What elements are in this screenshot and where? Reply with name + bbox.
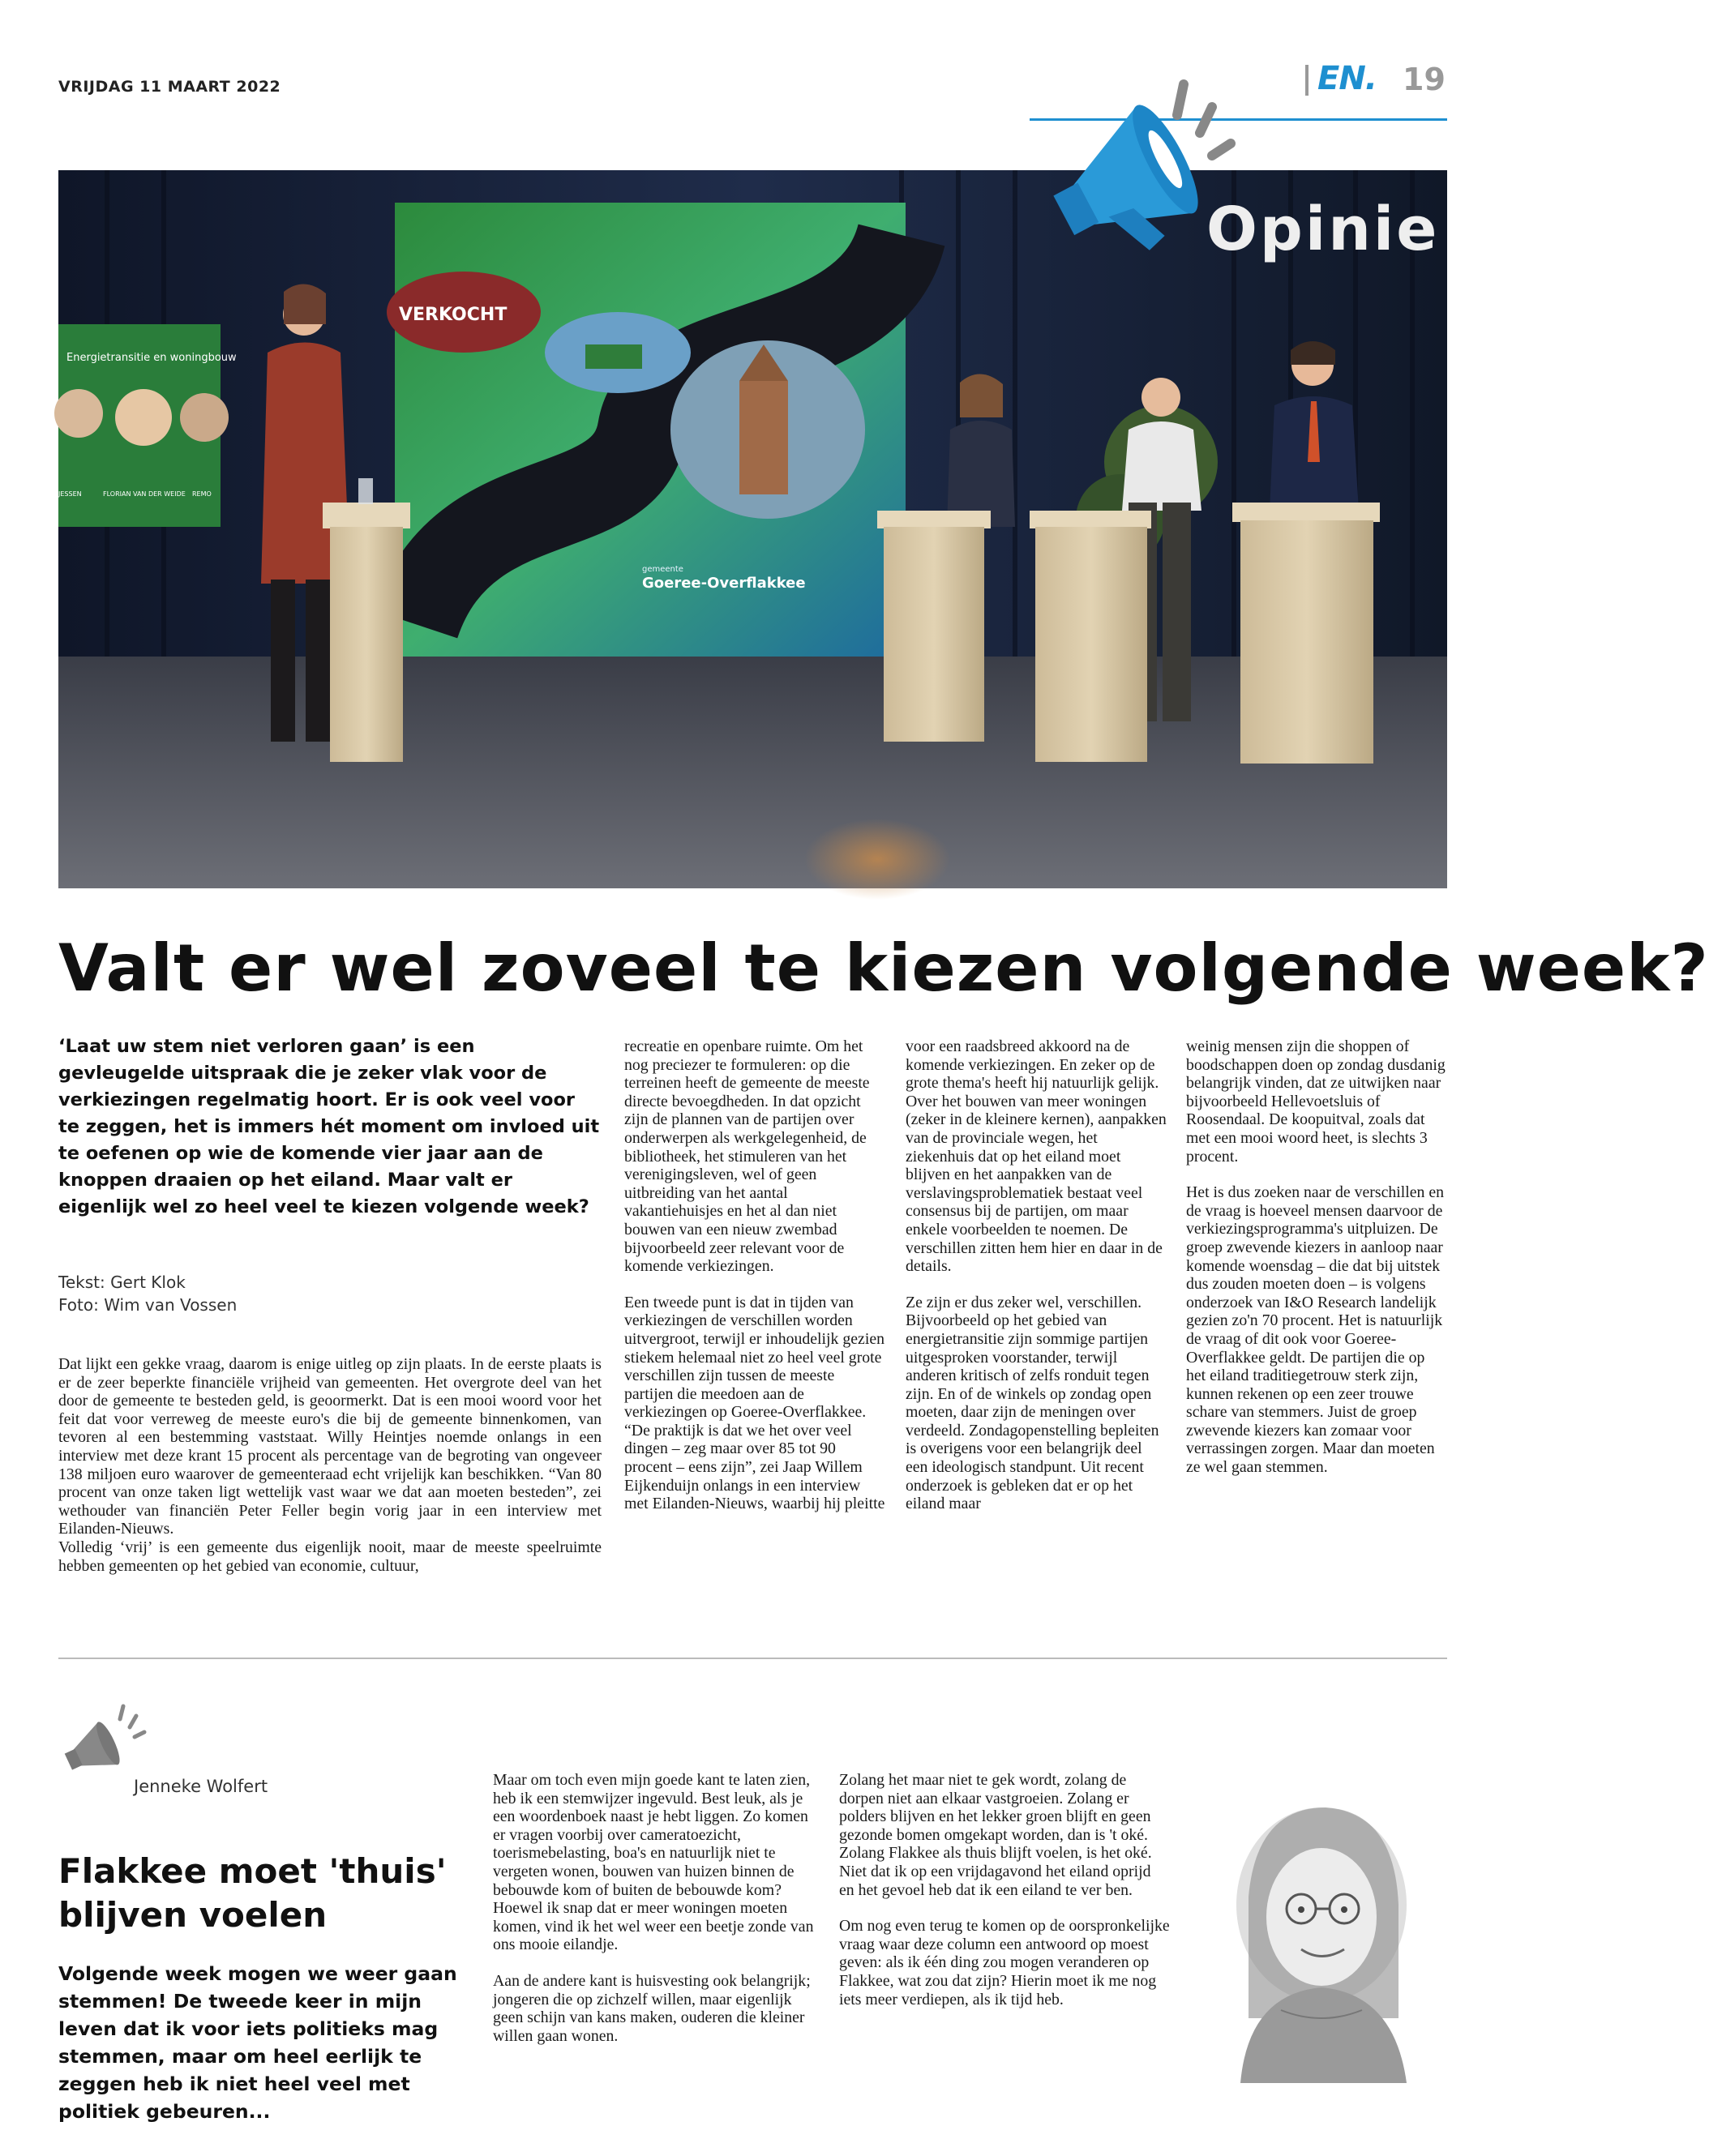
section-divider [58,1658,1447,1659]
paragraph: Dat lijkt een gekke vraag, daarom is enige uitleg op zijn plaats. In de eerste plaats is er de zeer beperkte financiële vrijheid van gemeenten. Het overgrote deel van het door de gemeente te besteden geld, is geoormerkt. Dat is een mooi woord voor het feit dat voor verreweg de meeste euro's die bij de gemeente binnenkomen, van tevoren al een bestemming vaststaat. Willy Heintjes noemde onlangs in een interview met deze krant 15 procent als percentage van de begroting van ongeveer 138 miljoen euro waarover de gemeenteraad echt vrijelijk kan beschikken. “Van 80 procent van onze taken ligt wettelijk vast waar we dat aan moeten besteden”, zei wethouder van financiën Peter Feller begin vorig jaar in een interview met Eilanden-Nieuws. [58,1355,602,1538]
page-number: 19 [1403,62,1446,97]
screen-banner: VERKOCHT [399,305,508,325]
brand-logo: EN. [1317,60,1377,97]
publication-date: VRIJDAG 11 MAART 2022 [58,78,281,96]
article-column-1 [58,1355,602,1593]
columnist-name: Jenneke Wolfert [134,1777,268,1796]
paragraph: Aan de andere kant is huisvesting ook belangrijk; jongeren die op zichzelf willen, maar eigenlijk geen schijn van kans maken, ouderen die kleiner willen gaan wonen. [493,1971,811,2045]
paragraph: recreatie en openbare ruimte. Om het nog preciezer te formuleren: op die terreinen heeft de gemeente de meeste directe bevoegdheden. In dat opzicht zijn de plannen van de partijen over onderwerpen als werkgelegenheid, de bibliotheek, het stimuleren van het verenigingsleven, wel of geen uitbreiding van het aantal vakantiehuisjes en het al dan niet bouwen van een nieuw zwembad bijvoorbeeld zeer relevant voor de komende verkiezingen. [624,1037,870,1276]
paragraph: Ze zijn er dus zeker wel, verschillen. Bijvoorbeeld op het gebied van energietransitie zijn sommige partijen uitgesproken voorstander, terwijl anderen kritisch of zelfs ronduit tegen zijn. En of de winkels op zondag open moeten, daar zijn de meningen over verdeeld. Zondagopenstelling bepleiten is overigens voor een belangrijk deel een ideologisch standpunt. Uit recent onderzoek is gebleken dat er op het eiland maar [906,1293,1159,1513]
paragraph: Om nog even terug te komen op de oorspronkelijke vraag waar deze column een antwoord op moest geven: als ik één ding zou mogen veranderen op Flakkee, wat zou dat zijn? Hierin moet ik me nog iets meer verdiepen, als ik tijd heb. [839,1917,1170,2008]
paragraph: Maar om toch even mijn goede kant te laten zien, heb ik een stemwijzer ingevuld. Best leuk, als je een woordenboek naast je hebt liggen. Zo komen er vragen voorbij over cameratoezicht, toerismebelasting, boa's en natuurlijk niet te vergeten wonen, bouwen van huizen binnen de bebouwde kom of buiten de bebouwde kom? Hoewel ik snap dat er meer woningen moeten komen, vind ik het wel weer een beetje zonde van ons mooie eilandje. [493,1771,814,1954]
credit-photo: Foto: Wim van Vossen [58,1295,238,1315]
left-screen-name-1: JESSEN [58,490,82,498]
megaphone-icon [58,1698,156,1779]
column-lead: Volgende week mogen we weer gaan stemmen! De tweede keer in mijn leven dat ik voor iets politieks mag stemmen, maar om heel eerlijk te zeggen heb ik niet heel veel met politiek gebeuren... [58,1962,457,2123]
screen-org: Goeree-Overflakkee [642,575,806,592]
credit-text: Tekst: Gert Klok [58,1273,186,1292]
paragraph: Het is dus zoeken naar de verschillen en de vraag is hoeveel mensen daarvoor de verkiezingsprogramma's uitpluizen. De groep zwevende kiezers in aanloop naar komende woensdag – die dat bij uitstek dus zouden moeten doen – is volgens onderzoek van I&O Research landelijk gezien zo'n 70 procent. Het is natuurlijk de vraag of dit ook voor Goeree-Overflakkee geldt. De partijen die op het eiland traditiegetrouw sterk zijn, kunnen rekenen op een zeer trouwe schare van stemmers. Juist de groep zwevende kiezers kan zomaar voor verrassingen zorgen. Maar dan moeten ze wel gaan stemmen. [1186,1183,1445,1477]
screen-org-small: gemeente [642,565,683,574]
paragraph: Zolang het maar niet te gek wordt, zolang de dorpen niet aan elkaar vastgroeien. Zolang er polders blijven en het lekker groen blijft en geen gezonde bomen omgekapt worden, dan is 't oké. Zolang Flakkee als thuis blijft voelen, is het oké. Niet dat ik op een vrijdagavond het eiland oprijd en het gevoel heb dat ik een eiland te ver ben. [839,1771,1152,1899]
column-body-1 [493,1771,824,2063]
column-headline: Flakkee moet 'thuis' blijven voelen [58,1851,447,1935]
left-screen-title: Energietransitie en woningbouw [66,352,237,364]
article-column-3 [906,1037,1167,1531]
left-screen-name-3: REMO [192,490,212,498]
brand-divider [1305,65,1309,96]
paragraph: voor een raadsbreed akkoord na de komende verkiezingen. En zeker op de grote thema's heeft hij natuurlijk gelijk. Over het bouwen van meer woningen (zeker in de kleinere kernen), aanpakken van de provinciale wegen, het ziekenhuis dat op het eiland moet blijven en het aanpakken van de verslavingsproblematiek bestaat veel consensus bij de partijen, om maar enkele voorbeelden te noemen. De verschillen zitten hem hier en daar in de details. [906,1037,1167,1276]
paragraph: weinig mensen zijn die shoppen of boodschappen doen op zondag dusdanig belangrijk vinden, dat ze uitwijken naar bijvoorbeeld Hellevoetsluis of Roosendaal. De koopuitval, zoals dat met een mooi woord heet, is slechts 3 procent. [1186,1037,1446,1166]
article-headline: Valt er wel zoveel te kiezen volgende week? [58,930,1709,1006]
left-screen-name-2: FLORIAN VAN DER WEIDE [103,490,186,498]
article-lead: ‘Laat uw stem niet verloren gaan’ is een gevleugelde uitspraak die je zeker vlak voor de verkiezingen regelmatig hoort. Er is ook veel voor te zeggen, het is immers hét moment om invloed uit te oefenen op wie de komende vier jaar aan de knoppen draaien op het eiland. Maar valt er eigenlijk wel zo heel veel te kiezen volgende week? [58,1036,600,1217]
article-column-4 [1186,1037,1447,1495]
columnist-portrait [1192,1775,1447,2083]
article-column-2 [624,1037,885,1531]
hero-photo [58,170,1447,888]
column-body-2 [839,1771,1170,2026]
paragraph: Volledig ‘vrij’ is een gemeente dus eigenlijk nooit, maar de meeste speelruimte hebben gemeenten op het gebied van economie, cultuur, [58,1538,602,1575]
section-label: Opinie [1206,195,1440,264]
paragraph: Een tweede punt is dat in tijden van verkiezingen de verschillen worden uitvergroot, terwijl er inhoudelijk gezien stiekem helemaal niet zo heel veel grote verschillen zijn tussen de meeste partijen die meedoen aan de verkiezingen op Goeree-Overflakkee. “De praktijk is dat we het over veel dingen – zeg maar over 85 tot 90 procent – eens zijn”, zei Jaap Willem Eijkenduijn onlangs in een interview met Eilanden-Nieuws, waarbij hij pleitte [624,1293,885,1513]
